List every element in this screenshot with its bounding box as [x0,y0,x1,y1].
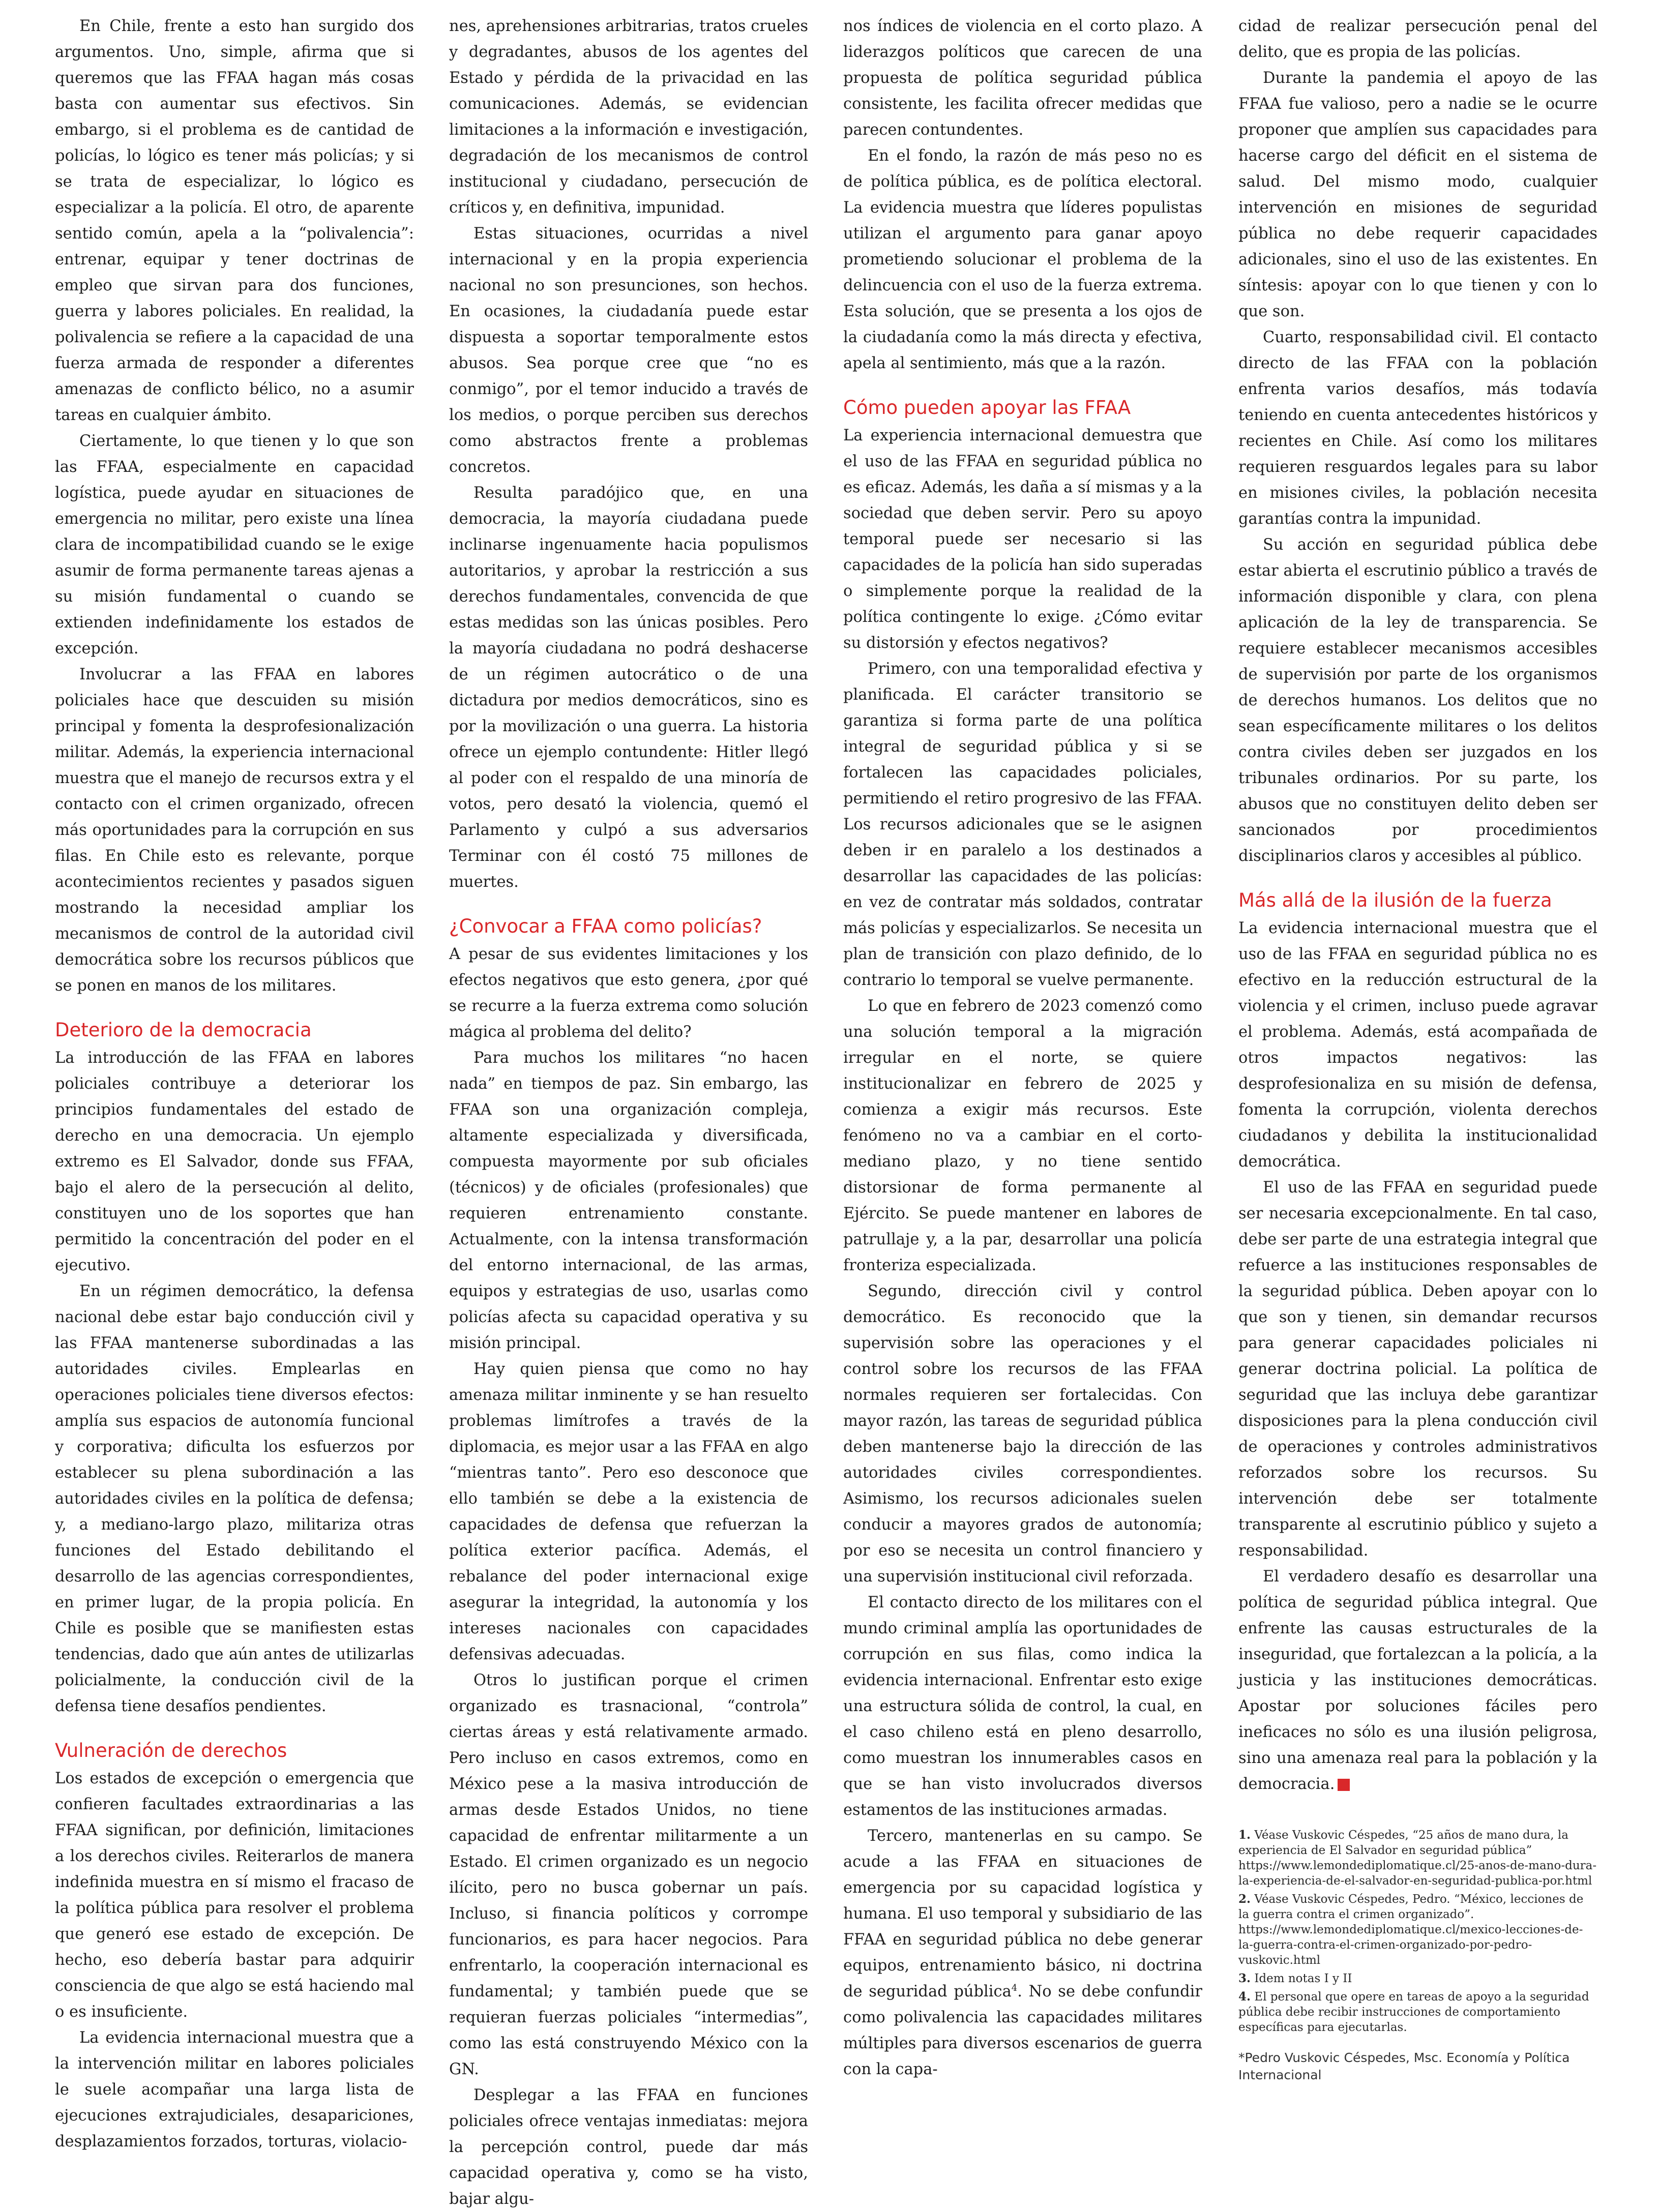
paragraph: Para muchos los militares “no hacen nada” en tiempos de paz. Sin embargo, las FFAA son una organización compleja, altamente especializada y diversificada, compuesta mayormente por sub oficiales (técnicos) y de oficiales (profesionales) que requieren entrenamiento constante. Actualmente, con la intensa transformación del entorno internacional, de las armas, equipos y estrategias de uso, usarlas como policías afecta su capacidad operativa y su misión principal. [449,1049,808,1352]
footnote-number: 1. [1238,1828,1251,1842]
footnote-number: 3. [1238,1971,1251,1985]
paragraph: Los estados de excepción o emergencia que confieren facultades extraordinarias a las FFAA significan, por definición, limitaciones a los derechos civiles. Reiterarlos de manera indefinida muestra en sí mismo el fracaso de la política pública para resolver el problema que generó ese estado de excepción. De hecho, eso debería bastar para adquirir consciencia de que algo se está haciendo mal o es insuficiente. [55,1770,414,2021]
paragraph: Su acción en seguridad pública debe estar abierta el escrutinio público a través de información disponible y clara, con plena aplicación de la ley de transparencia. Se requiere establecer mecanismos accesibles de supervisión por parte de los organismos de derechos humanos. Los delitos que no sean específicamente militares o los delitos contra civiles deben ser juzgados en los tribunales ordinarios. Por su parte, los abusos que no constituyen delito deben ser sancionados por procedimientos disciplinarios claros y accesibles al público. [1238,536,1597,865]
paragraph-text: . No se debe confundir como polivalencia las capacidades militares múltiples para diversos escenarios de guerra con la capa- [843,1983,1202,2078]
footnote-number: 4. [1238,1990,1251,2004]
footnote [1238,1828,1597,1889]
paragraph: La evidencia internacional muestra que el uso de las FFAA en seguridad pública no es efectivo en la reducción estructural de la violencia y el crimen, incluso puede agravar el problema. Además, está acompañada de otros impactos negativos: las desprofesionaliza en su misión de defensa, fomenta la corrupción, violenta derechos ciudadanos y debilita la institucionalidad democrática. [1238,919,1597,1171]
paragraph-text: El verdadero desafío es desarrollar una política de seguridad pública integral. Que enfrente las causas estructurales de la inseguridad, que fortalezcan a la policía, a la justicia y las instituciones democráticas. Apostar por soluciones fáciles pero ineficaces no sólo es una ilusión peligrosa, sino una amenaza real para la población y la democracia. [1238,1568,1597,1793]
paragraph: En un régimen democrático, la defensa nacional debe estar bajo conducción civil y las FFAA mantenerse subordinadas a las autoridades civiles. Emplearlas en operaciones policiales tiene diversos efectos: amplía sus espacios de autonomía funcional y corporativa; dificulta los esfuerzos por establecer su plena subordinación a las autoridades civiles en la política de defensa; y, a mediano-largo plazo, militariza otras funciones del Estado debilitando el desarrollo de las agencias correspondientes, en primer lugar, de la propia policía. En Chile es posible que se manifiesten estas tendencias, dado que aún antes de utilizarlas policialmente, la conducción civil de la defensa tiene desafíos pendientes. [55,1282,414,1715]
paragraph: nes, aprehensiones arbitrarias, tratos crueles y degradantes, abusos de los agentes del Estado y pérdida de la privacidad en las comunicaciones. Además, se evidencian limitaciones a la información e investigación, degradación de los mecanismos de control institucional y ciudadano, persecución de críticos y, en definitiva, impunidad. [449,17,808,217]
paragraph: Estas situaciones, ocurridas a nivel internacional y en la propia experiencia nacional no son presunciones, son hechos. En ocasiones, la ciudadanía puede estar dispuesta a soportar temporalmente estos abusos. Sea porque cree que “no es conmigo”, por el temor inducido a través de los medios, o porque perciben sus derechos como abstractos frente a problemas concretos. [449,225,808,476]
footnote [1238,1989,1597,2035]
footnotes [1238,1828,1597,2035]
paragraph: Involucrar a las FFAA en labores policiales hace que descuiden su misión principal y fomenta la desprofesionalización militar. Además, la experiencia internacional muestra que el manejo de recursos extra y el contacto con el crimen organizado, ofrecen más oportunidades para la corrupción en sus filas. En Chile esto es relevante, porque acontecimientos recientes y pasados siguen mostrando la necesidad ampliar los mecanismos de control de la autoridad civil democrática sobre los recursos públicos que se ponen en manos de los militares. [55,666,414,995]
footnote [1238,1971,1597,1986]
column-1 [55,13,414,2155]
column-4 [1238,13,1597,2084]
author-credit: *Pedro Vuskovic Céspedes, Msc. Economía y Política Internacional [1238,2050,1570,2082]
footnote [1238,1892,1597,1968]
section-heading: Cómo pueden apoyar las FFAA [843,397,1131,419]
paragraph [1238,1564,1597,1797]
paragraph: Segundo, dirección civil y control democrático. Es reconocido que la supervisión sobre las operaciones y el control sobre los recursos de las FFAA normales requieren ser fortalecidas. Con mayor razón, las tareas de seguridad pública deben mantenerse bajo la dirección de las autoridades civiles correspondientes. Asimismo, los recursos adicionales suelen conducir a mayores grados de autonomía; por eso se necesita un control financiero y una supervisión institucional civil reforzada. [843,1282,1202,1586]
paragraph: En el fondo, la razón de más peso no es de política pública, es de política electoral. La evidencia muestra que líderes populistas utilizan el argumento para ganar apoyo prometiendo solucionar el problema de la delincuencia con el uso de la fuerza extrema. Esta solución, que se presenta a los ojos de la ciudadanía como la más directa y efectiva, apela al sentimiento, más que a la razón. [843,147,1202,372]
column-3 [843,13,1202,2082]
paragraph: cidad de realizar persecución penal del delito, que es propia de las policías. [1238,17,1597,61]
section-heading: ¿Convocar a FFAA como policías? [449,915,762,937]
paragraph: La evidencia internacional muestra que a la intervención militar en labores policiales le suele acompañar una larga lista de ejecuciones extrajudiciales, desapariciones, desplazamientos forzados, torturas, violacio- [55,2029,414,2150]
paragraph [843,1823,1202,2082]
paragraph: En Chile, frente a esto han surgido dos argumentos. Uno, simple, afirma que si queremos que las FFAA hagan más cosas basta con aumentar sus efectivos. Sin embargo, si el problema es de cantidad de policías, lo lógico es tener más policías; y si se trata de especializar, lo lógico es especializar a la policía. El otro, de aparente sentido común, apela a la “polivalencia”: entrenar, equipar y tener doctrinas de empleo que sirvan para dos funciones, guerra y labores policiales. En realidad, la polivalencia se refiere a la capacidad de una fuerza armada de responder a diferentes amenazas de conflicto bélico, no a asumir tareas en cualquier ámbito. [55,17,414,424]
paragraph: nos índices de violencia en el corto plazo. A liderazgos políticos que carecen de una propuesta de política seguridad pública consistente, les facilita ofrecer medidas que parecen contundentes. [843,17,1202,139]
paragraph: La experiencia internacional demuestra que el uso de las FFAA en seguridad pública no es eficaz. Además, les daña a sí mismas y a la sociedad que deben servir. Pero su apoyo temporal puede ser necesario si las capacidades de la policía han sido superadas o simplemente porque la realidad de la política contingente lo exige. ¿Cómo evitar su distorsión y efectos negativos? [843,427,1202,652]
paragraph: Resulta paradójico que, en una democracia, la mayoría ciudadana puede inclinarse ingenuamente hacia populismos autoritarios, y aprobar la restricción a sus derechos fundamentales, convencida de que estas medidas son las únicas posibles. Pero la mayoría ciudadana no podrá deshacerse de un régimen autocrático o de una dictadura por medios democráticos, sino es por la movilización o una guerra. La historia ofrece un ejemplo contundente: Hitler llegó al poder con el respaldo de una minoría de votos, pero desató la violencia, quemó el Parlamento y culpó a sus adversarios Terminar con él costó 75 millones de muertes. [449,484,808,891]
paragraph: Hay quien piensa que como no hay amenaza militar inminente y se han resuelto problemas limítrofes a través de la diplomacia, es mejor usar a las FFAA en algo “mientras tanto”. Pero eso desconoce que ello también se debe a la existencia de capacidades de defensa que refuerzan la política exterior pacífica. Además, el rebalance del poder internacional exige asegurar la integridad, la autonomía y los intereses nacionales con capacidades defensivas adecuadas. [449,1360,808,1663]
footnote-text: El personal que opere en tareas de apoyo a la seguridad pública debe recibir instrucciones de comportamiento específicas para ejecutarlas. [1238,1990,1589,2034]
paragraph: El contacto directo de los militares con el mundo criminal amplía las oportunidades de corrupción en sus filas, como indica la evidencia internacional. Enfrentar esto exige una estructura sólida de control, la cual, en el caso chileno está en pleno desarrollo, como muestran los innumerables casos en que se han visto involucrados diversos estamentos de las instituciones armadas. [843,1594,1202,1819]
paragraph: Otros lo justifican porque el crimen organizado es trasnacional, “controla” ciertas áreas y está relativamente armado. Pero incluso en casos extremos, como en México pese a la masiva introducción de armas desde Estados Unidos, no tiene capacidad de enfrentar militarmente a un Estado. El crimen organizado es un negocio ilícito, pero no busca gobernar un país. Incluso, si financia políticos y corrompe funcionarios, es para hacer negocios. Para enfrentarlo, la cooperación internacional es fundamental; y también puede que se requieran fuerzas policiales “intermedias”, como las está construyendo México con la GN. [449,1671,808,2078]
paragraph: Primero, con una temporalidad efectiva y planificada. El carácter transitorio se garantiza si forma parte de una política integral de seguridad pública y si se fortalecen las capacidades policiales, permitiendo el retiro progresivo de las FFAA. Los recursos adicionales que se le asignen deben ir en paralelo a los destinados a desarrollar las capacidades de las policías: en vez de contratar más soldados, contratar más policías y especializarlos. Se necesita un plan de transición con plazo definido, de lo contrario lo temporal se vuelve permanente. [843,660,1202,989]
footnote-text: Véase Vuskovic Céspedes, Pedro. “México, lecciones de la guerra contra el crimen organizado”. https://www.lemondediplomatique.cl/mexico-lecciones-de-la-guerra-contra-el-crimen-organizado-por-pedro-vuskovic.html [1238,1893,1584,1967]
paragraph: Lo que en febrero de 2023 comenzó como una solución temporal a la migración irregular en el norte, se quiere institucionalizar en febrero de 2025 y comienza a exigir más recursos. Este fenómeno no va a cambiar en el corto-mediano plazo, y no tiene sentido distorsionar de forma permanente al Ejército. Se puede mantener en labores de patrullaje y, a la par, desarrollar una policía fronteriza especializada. [843,997,1202,1274]
paragraph: El uso de las FFAA en seguridad puede ser necesaria excepcionalmente. En tal caso, debe ser parte de una estrategia integral que refuerce a las instituciones responsables de la seguridad pública. Deben apoyar con lo que son y tienen, sin demandar recursos para generar capacidades policiales ni generar doctrina policial. La política de seguridad que las incluya debe garantizar disposiciones para la plena conducción civil de operaciones y controles administrativos reforzados sobre los recursos. Su intervención debe ser totalmente transparente al escrutinio público y sujeto a responsabilidad. [1238,1179,1597,1560]
footnote-text: Idem notas I y II [1254,1972,1352,1985]
paragraph: La introducción de las FFAA en labores policiales contribuye a deteriorar los principios fundamentales del estado de derecho en una democracia. Un ejemplo extremo es El Salvador, donde sus FFAA, bajo el alero de la persecución al delito, constituyen uno de los soportes que han permitido la concentración del poder en el ejecutivo. [55,1049,414,1274]
paragraph: Desplegar a las FFAA en funciones policiales ofrece ventajas inmediatas: mejora la percepción control, puede dar más capacidad operativa y, como se ha visto, bajar algu- [449,2086,808,2208]
section-heading: Deterioro de la democracia [55,1019,312,1041]
footnote-number: 2. [1238,1892,1251,1906]
paragraph: A pesar de sus evidentes limitaciones y los efectos negativos que esto genera, ¿por qué se recurre a la fuerza extrema como solución mágica al problema del delito? [449,945,808,1041]
column-2 [449,13,808,2212]
footnote-text: Véase Vuskovic Céspedes, “25 años de mano dura, la experiencia de El Salvador en seguridad pública” https://www.lemondediplomatique.cl/25-anos-de-mano-dura-la-experiencia-de-el-salvador-en-seguridad-publica-por.html [1238,1829,1597,1888]
paragraph-text: Tercero, mantenerlas en su campo. Se acude a las FFAA en situaciones de emergencia por su capacidad logística y humana. El uso temporal y subsidiario de las FFAA en seguridad pública no debe generar equipos, entrenamiento básico, ni doctrina de seguridad pública [843,1827,1202,2000]
end-of-article-square-icon [1338,1779,1350,1791]
footnote-ref: 4 [1011,1982,1018,1993]
section-heading: Más allá de la ilusión de la fuerza [1238,889,1552,911]
section-heading: Vulneración de derechos [55,1740,287,1761]
paragraph: Ciertamente, lo que tienen y lo que son las FFAA, especialmente en capacidad logística, puede ayudar en situaciones de emergencia no militar, pero existe una línea clara de incompatibilidad cuando se le exige asumir de forma permanente tareas ajenas a su misión fundamental o cuando se extienden indefinidamente los estados de excepción. [55,432,414,657]
paragraph: Durante la pandemia el apoyo de las FFAA fue valioso, pero a nadie se le ocurre proponer que amplíen sus capacidades para hacerse cargo del déficit en el sistema de salud. Del mismo modo, cualquier intervención en misiones de seguridad pública no debe requerir capacidades adicionales, sino el uso de las existentes. En síntesis: apoyar con lo que tienen y con lo que son. [1238,69,1597,320]
paragraph: Cuarto, responsabilidad civil. El contacto directo de las FFAA con la población enfrenta varios desafíos, más todavía teniendo en cuenta antecedentes históricos y recientes en Chile. Así como los militares requieren resguardos legales para su labor en misiones civiles, la población necesita garantías contra la impunidad. [1238,328,1597,528]
